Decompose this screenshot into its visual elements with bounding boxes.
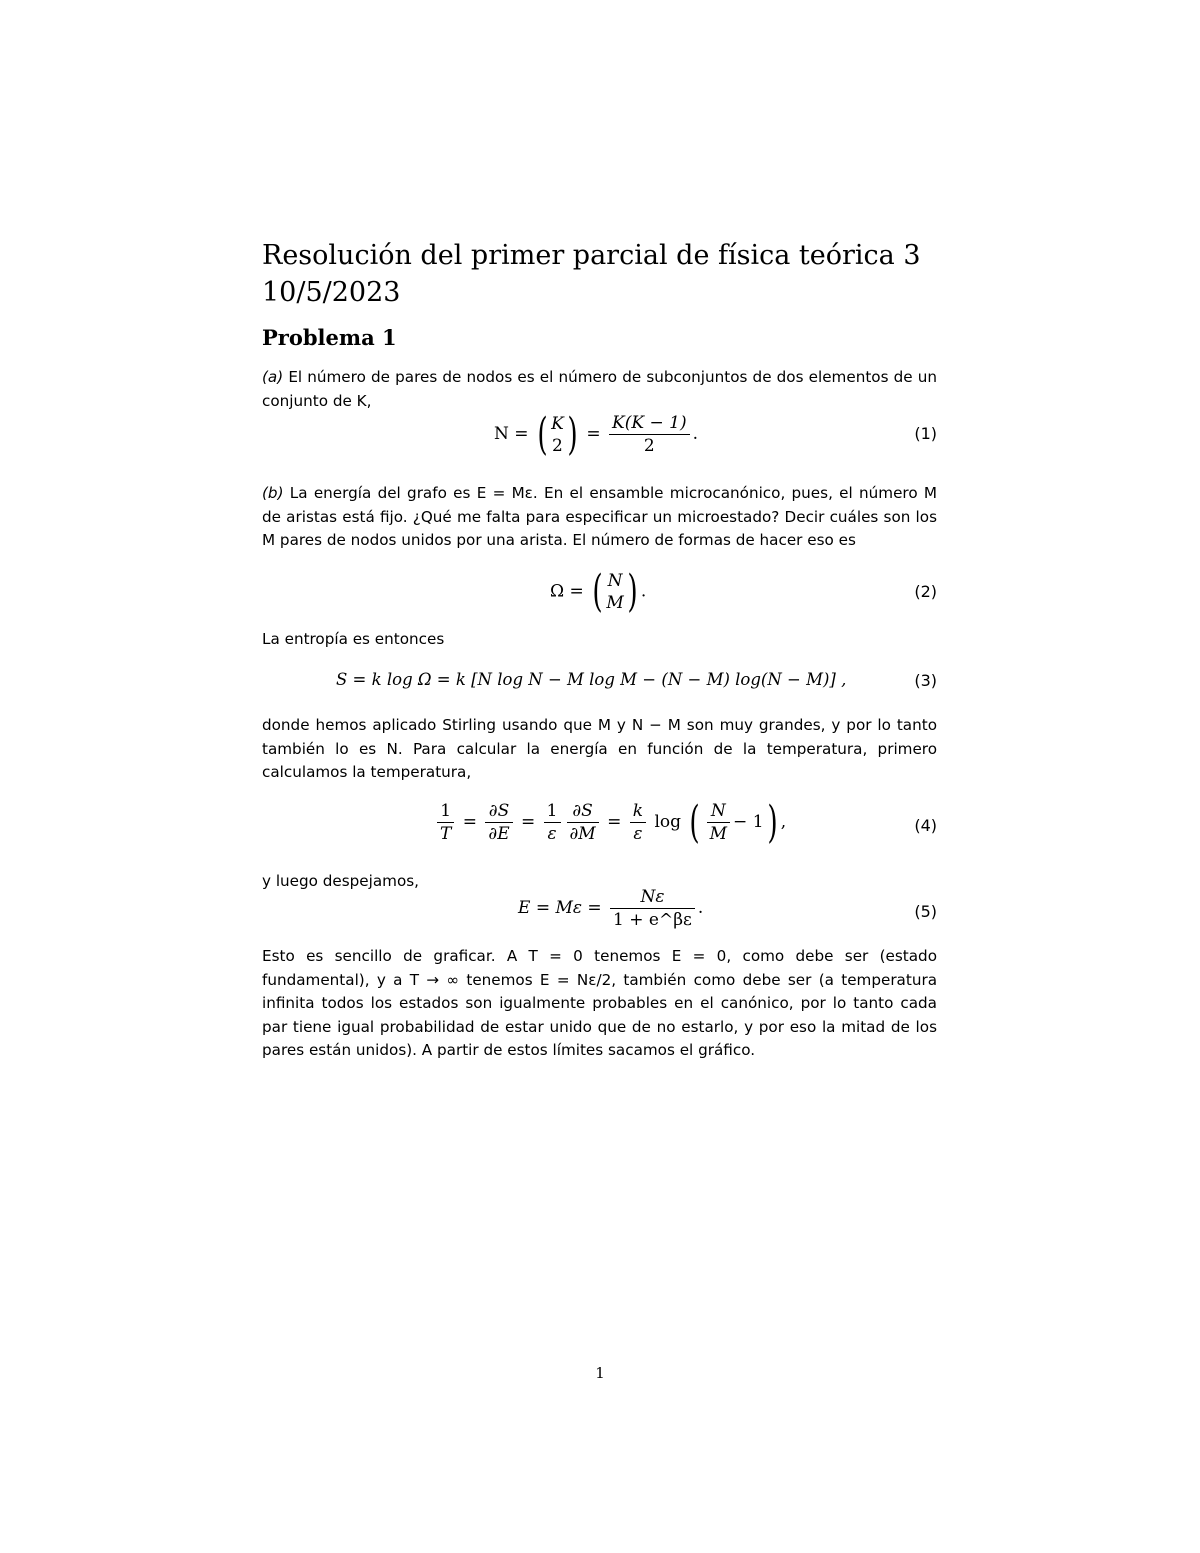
paragraph-b bbox=[262, 482, 937, 553]
paragraph-c: La entropía es entonces bbox=[262, 630, 445, 648]
eq4-frac-1: $\frac{1}{T}$ bbox=[437, 800, 454, 845]
eq1-lhs: N = bbox=[494, 424, 529, 444]
equation-4: $\frac{1}{T}$ = $\frac{\partial S}{\partial E}$ = $\frac{1}{\varepsilon}$ $\frac{\partial S}{\partial M}$ = $\frac{k}{\varepsilon}$ log ( $\frac{N}{M}$ − 1) , (4) bbox=[262, 800, 937, 854]
eq4-number: (4) bbox=[914, 816, 937, 835]
equation-3 bbox=[262, 670, 937, 698]
eq4-frac-4: $\frac{\partial S}{\partial M}$ bbox=[567, 800, 599, 845]
label-b: (b) bbox=[262, 484, 284, 502]
equation-5: E = Mε = $\frac{N\varepsilon}{1 + e\^{}\beta\varepsilon}$ . (5) bbox=[518, 887, 937, 930]
paragraph-b-text: La energía del grafo es E = Mε. En el ensamble microcanónico, pues, el número M de aristas está fijo. ¿Qué me falta para especificar un microestado? Decir cuáles son los M pares de nodos unidos por una arista. El número de formas de hacer eso es bbox=[262, 484, 937, 549]
label-a: (a) bbox=[262, 368, 284, 386]
eq1-fraction: $\frac{K(K - 1)}{2}$ bbox=[609, 412, 690, 457]
eq5-number: (5) bbox=[914, 902, 937, 921]
eq3-number: (3) bbox=[914, 671, 937, 690]
title-line-1: Resolución del primer parcial de física teórica 3 bbox=[262, 240, 921, 271]
page-number: 1 bbox=[595, 1364, 605, 1382]
equation-2: Ω = ( N M ) . (2) bbox=[550, 566, 937, 617]
eq5-lhs: E = Mε = bbox=[518, 898, 602, 918]
eq1-binomial: K 2 bbox=[551, 413, 564, 456]
paragraph-a bbox=[262, 366, 937, 413]
eq4-frac-2: $\frac{\partial S}{\partial E}$ bbox=[485, 800, 512, 845]
section-heading: Problema 1 bbox=[262, 325, 397, 350]
paragraph-f: Esto es sencillo de graficar. A T = 0 tenemos E = 0, como debe ser (estado fundamental), y a T → ∞ tenemos E = Nε/2, también como debe ser (a temperatura infinita todos los estados son igualmente probables en el canónico, por lo tanto cada par tiene igual probabilidad de estar unido que de no estarlo, y por eso la mitad de los pares están unidos). A partir de estos límites sacamos el gráfico. bbox=[262, 947, 937, 1059]
eq3-expression: S = k log Ω = k [N log N − M log M − (N − M) log(N − M)] , bbox=[336, 670, 847, 689]
eq2-number: (2) bbox=[914, 582, 937, 601]
eq2-binomial: N M bbox=[606, 571, 624, 613]
paragraph-e: y luego despejamos, bbox=[262, 872, 419, 890]
equation-1: N = ( K 2 ) = $\frac{K(K - 1)}{2}$ . (1) bbox=[494, 408, 937, 460]
eq4-frac-3: $\frac{1}{\varepsilon}$ bbox=[544, 800, 561, 845]
eq5-fraction: $\frac{N\varepsilon}{1 + e\^{}\beta\varepsilon}$ bbox=[610, 886, 695, 931]
paragraph-d: donde hemos aplicado Stirling usando que M y N − M son muy grandes, y por lo tanto también lo es N. Para calcular la energía en función de la temperatura, primero calculamos la temperatura, bbox=[262, 716, 937, 781]
eq2-lhs: Ω = bbox=[550, 581, 584, 602]
title-line-2: 10/5/2023 bbox=[262, 277, 401, 308]
paragraph-a-text: El número de pares de nodos es el número de subconjuntos de dos elementos de un conjunto de K, bbox=[262, 368, 937, 410]
eq4-frac-6: $\frac{N}{M}$ bbox=[707, 800, 730, 845]
eq1-number: (1) bbox=[914, 424, 937, 443]
eq4-frac-5: $\frac{k}{\varepsilon}$ bbox=[630, 800, 646, 845]
document-title bbox=[262, 237, 962, 311]
